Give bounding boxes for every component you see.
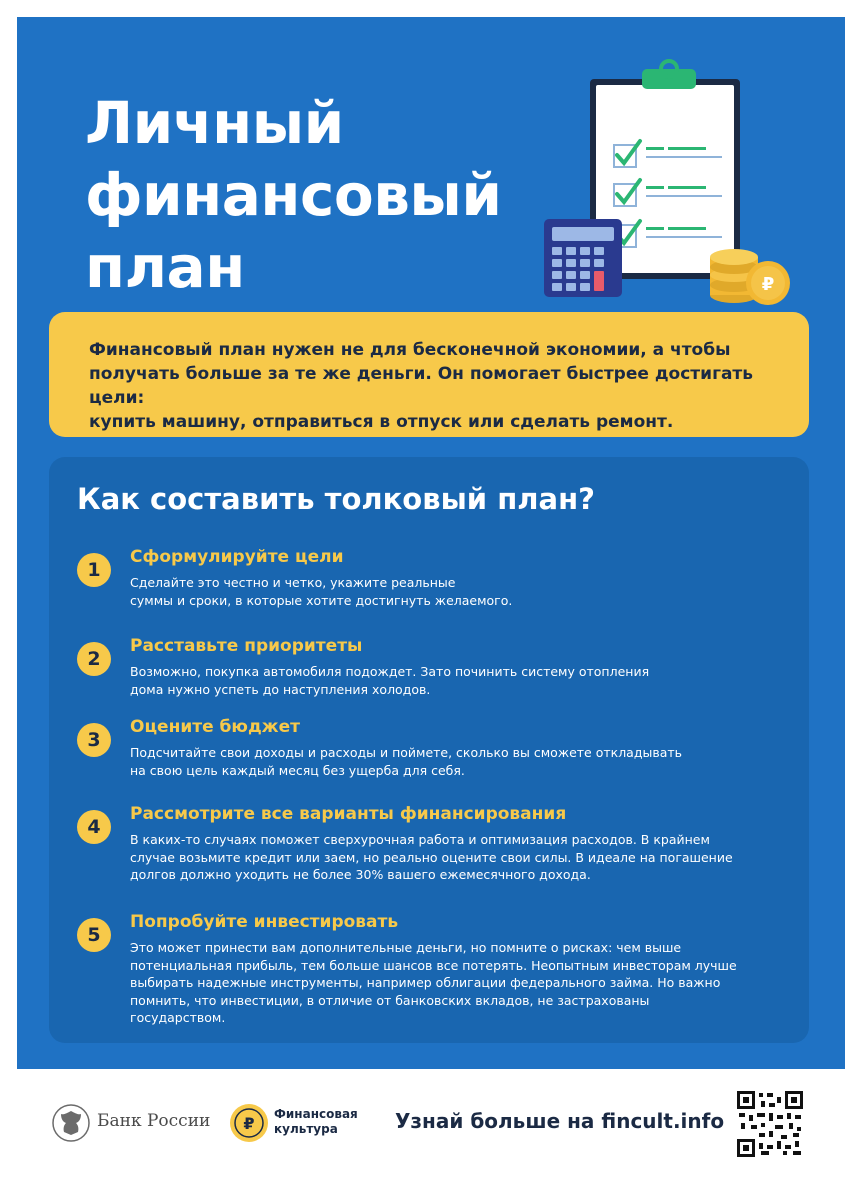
step-number-badge: 5 (77, 918, 111, 952)
clipboard-checklist-illustration (522, 57, 792, 317)
page-title (85, 87, 545, 303)
fincult-line-1: Финансовая (274, 1107, 358, 1121)
step-description (130, 831, 790, 884)
step-description (130, 663, 790, 698)
svg-text:₽: ₽ (243, 1114, 255, 1133)
learn-more-link[interactable]: Узнай больше на fincult.info (395, 1109, 725, 1133)
step-line: суммы и сроки, в которые хотите достигнуть желаемого. (130, 592, 513, 608)
poster (17, 17, 845, 1069)
ruble-icon: ₽ (761, 274, 775, 295)
step-description (130, 744, 790, 779)
steps-panel (49, 457, 809, 1043)
intro-line-1: Финансовый план нужен не для бесконечной экономии, а чтобы (89, 340, 731, 360)
step-line: на свою цель каждый месяц без ущерба для себя. (130, 762, 465, 778)
footer (0, 1069, 862, 1200)
step-description (130, 574, 790, 609)
step-line: случае возьмите кредит или заем, но реально оцените свои силы. В идеале на погашение (130, 849, 733, 865)
step-heading: Сформулируйте цели (130, 547, 344, 567)
step-line: Сделайте это честно и четко, укажите реальные (130, 575, 456, 590)
intro-line-3: купить машину, отправиться в отпуск или сделать ремонт. (89, 412, 674, 432)
ruble-icon (230, 1104, 268, 1142)
step-description (130, 939, 790, 1027)
fincult-name (274, 1107, 358, 1137)
step-heading: Оцените бюджет (130, 717, 300, 737)
title-line-1: Личный (85, 89, 344, 157)
qr-code-icon[interactable] (737, 1091, 803, 1157)
step-line: долгов должно уходить не более 30% вашего ежемесячного дохода. (130, 867, 591, 882)
step-heading: Рассмотрите все варианты финансирования (130, 804, 567, 824)
step-number-badge: 4 (77, 810, 111, 844)
title-line-3: план (85, 233, 245, 301)
step-heading: Расставьте приоритеты (130, 636, 363, 656)
step-number-badge: 2 (77, 642, 111, 676)
intro-line-2: получать больше за те же деньги. Он помогает быстрее достигать цели: (89, 364, 754, 408)
steps-title: Как составить толковый план? (77, 482, 595, 516)
coins-icon (710, 249, 790, 305)
step-line: Подсчитайте свои доходы и расходы и поймете, сколько вы сможете откладывать (130, 745, 683, 760)
fincult-line-2: культура (274, 1122, 338, 1136)
title-line-2: финансовый (85, 161, 502, 229)
step-line: потенциальная прибыль, тем больше шансов все потерять. Неопытным инвесторам лучше (130, 957, 737, 973)
step-line: В каких-то случаях поможет сверхурочная работа и оптимизация расходов. В крайнем (130, 832, 710, 847)
step-line: дома нужно успеть до наступления холодов. (130, 681, 431, 697)
step-heading: Попробуйте инвестировать (130, 912, 399, 932)
step-line: выбирать надежные инструменты, например облигации федерального займа. Но важно (130, 975, 721, 990)
fincult-logo (230, 1104, 268, 1142)
intro-text (89, 338, 779, 434)
bank-name: Банк России (97, 1111, 211, 1131)
step-number-badge: 3 (77, 723, 111, 757)
bank-emblem-icon (52, 1104, 90, 1142)
calculator-icon (544, 219, 622, 297)
step-line: Это может принести вам дополнительные деньги, но помните о рисках: чем выше (130, 940, 682, 955)
step-line: государством. (130, 1010, 226, 1025)
step-line: помнить, что инвестиции, в отличие от банковских вкладов, не застрахованы (130, 992, 650, 1008)
step-number-badge: 1 (77, 553, 111, 587)
intro-callout (49, 312, 809, 437)
step-line: Возможно, покупка автомобиля подождет. Зато починить систему отопления (130, 664, 650, 679)
